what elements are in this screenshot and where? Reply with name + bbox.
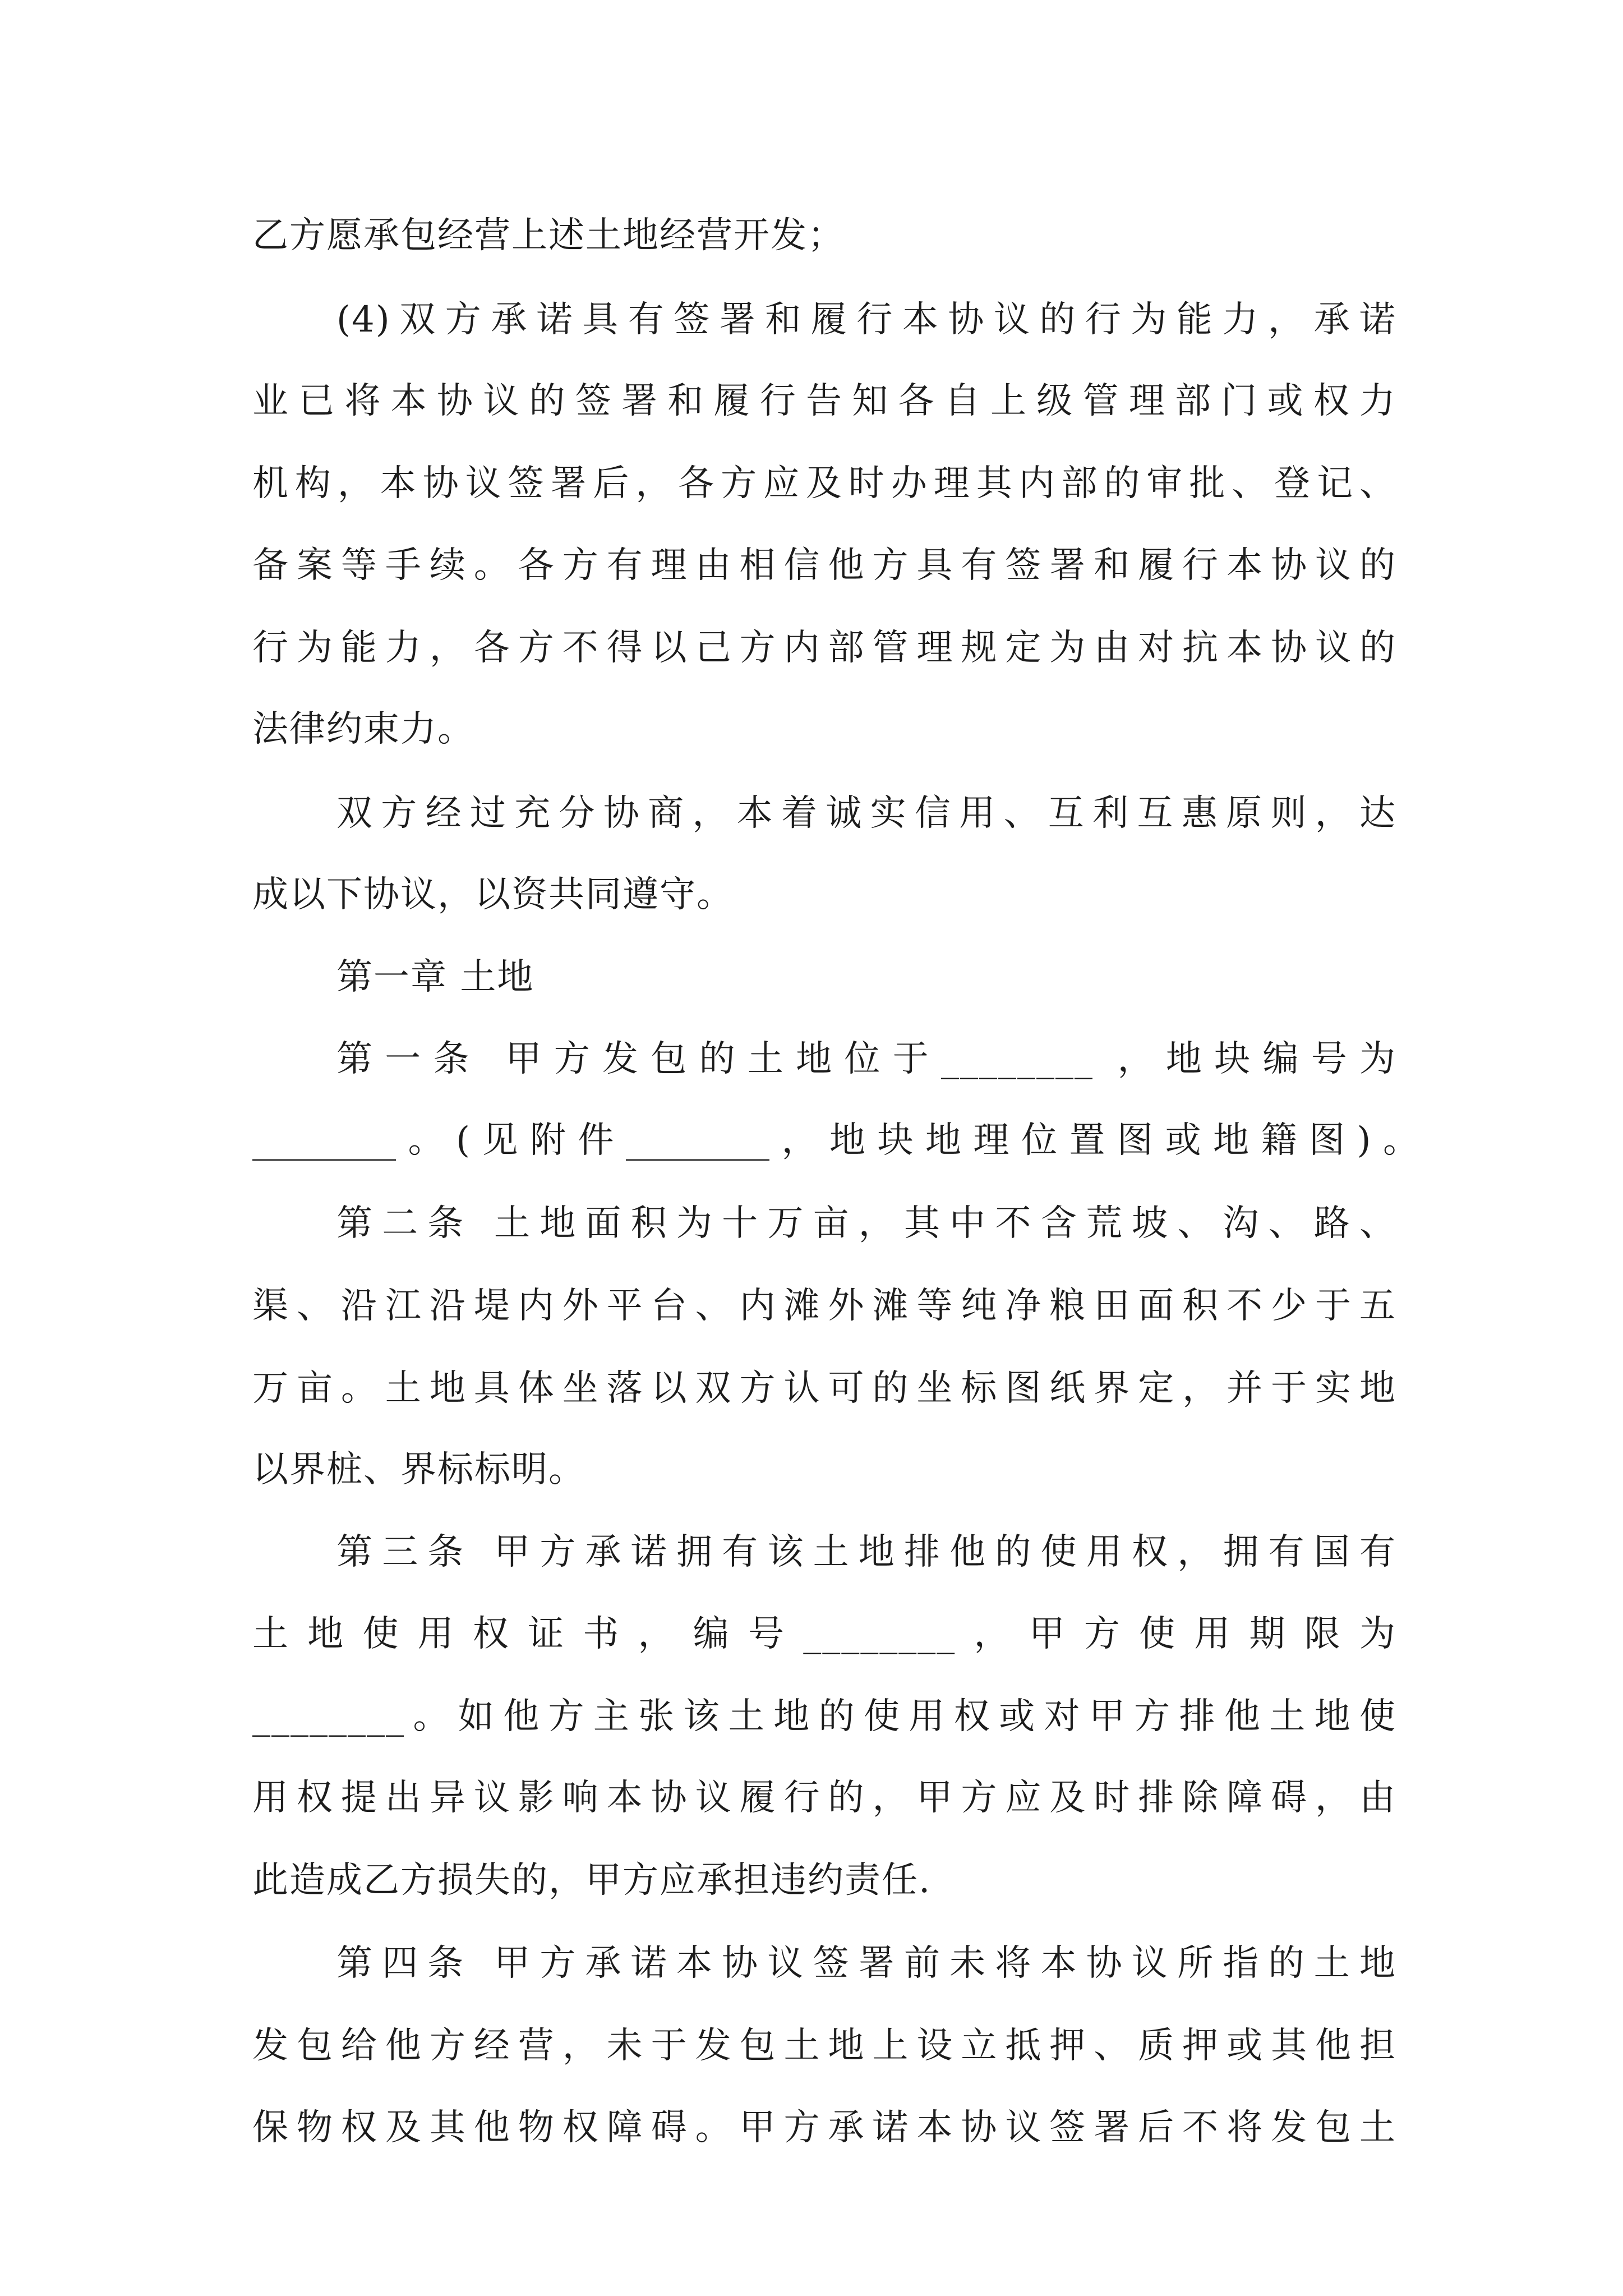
text-line: 万亩。土地具体坐落以双方认可的坐标图纸界定，并于实地 — [252, 1368, 1396, 1409]
text-line: 第二条 土地面积为十万亩，其中不含荒坡、沟、路、 — [336, 1203, 1396, 1244]
chapter-heading: 第一章 土地 — [336, 956, 534, 998]
text-line: 土地使用权证书，编号________，甲方使用期限为 — [252, 1613, 1396, 1655]
text-line: 发包给他方经营，未于发包土地上设立抵押、质押或其他担 — [252, 2025, 1396, 2067]
text-line: 用权提出异议影响本协议履行的，甲方应及时排除障碍，由 — [252, 1777, 1396, 1819]
text-line: 渠、沿江沿堤内外平台、内滩外滩等纯净粮田面积不少于五 — [252, 1285, 1396, 1327]
text-line: 乙方愿承包经营上述土地经营开发； — [252, 215, 845, 256]
text-line: 第一条 甲方发包的土地位于________ ，地块编号为 — [336, 1038, 1396, 1080]
text-line: ________。如他方主张该土地的使用权或对甲方排他土地使 — [252, 1696, 1396, 1737]
text-line: 以界桩、界标标明。 — [252, 1449, 585, 1490]
text-line: 备案等手续。各方有理由相信他方具有签署和履行本协议的 — [252, 545, 1396, 586]
text-line: 成以下协议，以资共同遵守。 — [252, 874, 734, 915]
text-line: 第四条 甲方承诺本协议签署前未将本协议所指的土地 — [336, 1943, 1396, 1984]
text-line: 机构，本协议签署后，各方应及时办理其内部的审批、登记、 — [252, 463, 1396, 504]
text-line: (4)双方承诺具有签署和履行本协议的行为能力，承诺 — [336, 299, 1396, 341]
text-line: 保物权及其他物权障碍。甲方承诺本协议签署后不将发包土 — [252, 2107, 1396, 2148]
text-line: 双方经过充分协商，本着诚实信用、互利互惠原则，达 — [336, 793, 1396, 834]
text-line: 法律约束力。 — [252, 708, 474, 750]
text-line: 第三条 甲方承诺拥有该土地排他的使用权，拥有国有 — [336, 1531, 1396, 1573]
text-line: ________。(见附件________，地块地理位置图或地籍图)。 — [252, 1120, 1419, 1161]
text-line: 业已将本协议的签署和履行告知各自上级管理部门或权力 — [252, 380, 1396, 422]
text-line: 此造成乙方损失的，甲方应承担违约责任. — [252, 1860, 932, 1901]
text-line: 行为能力，各方不得以己方内部管理规定为由对抗本协议的 — [252, 627, 1396, 669]
